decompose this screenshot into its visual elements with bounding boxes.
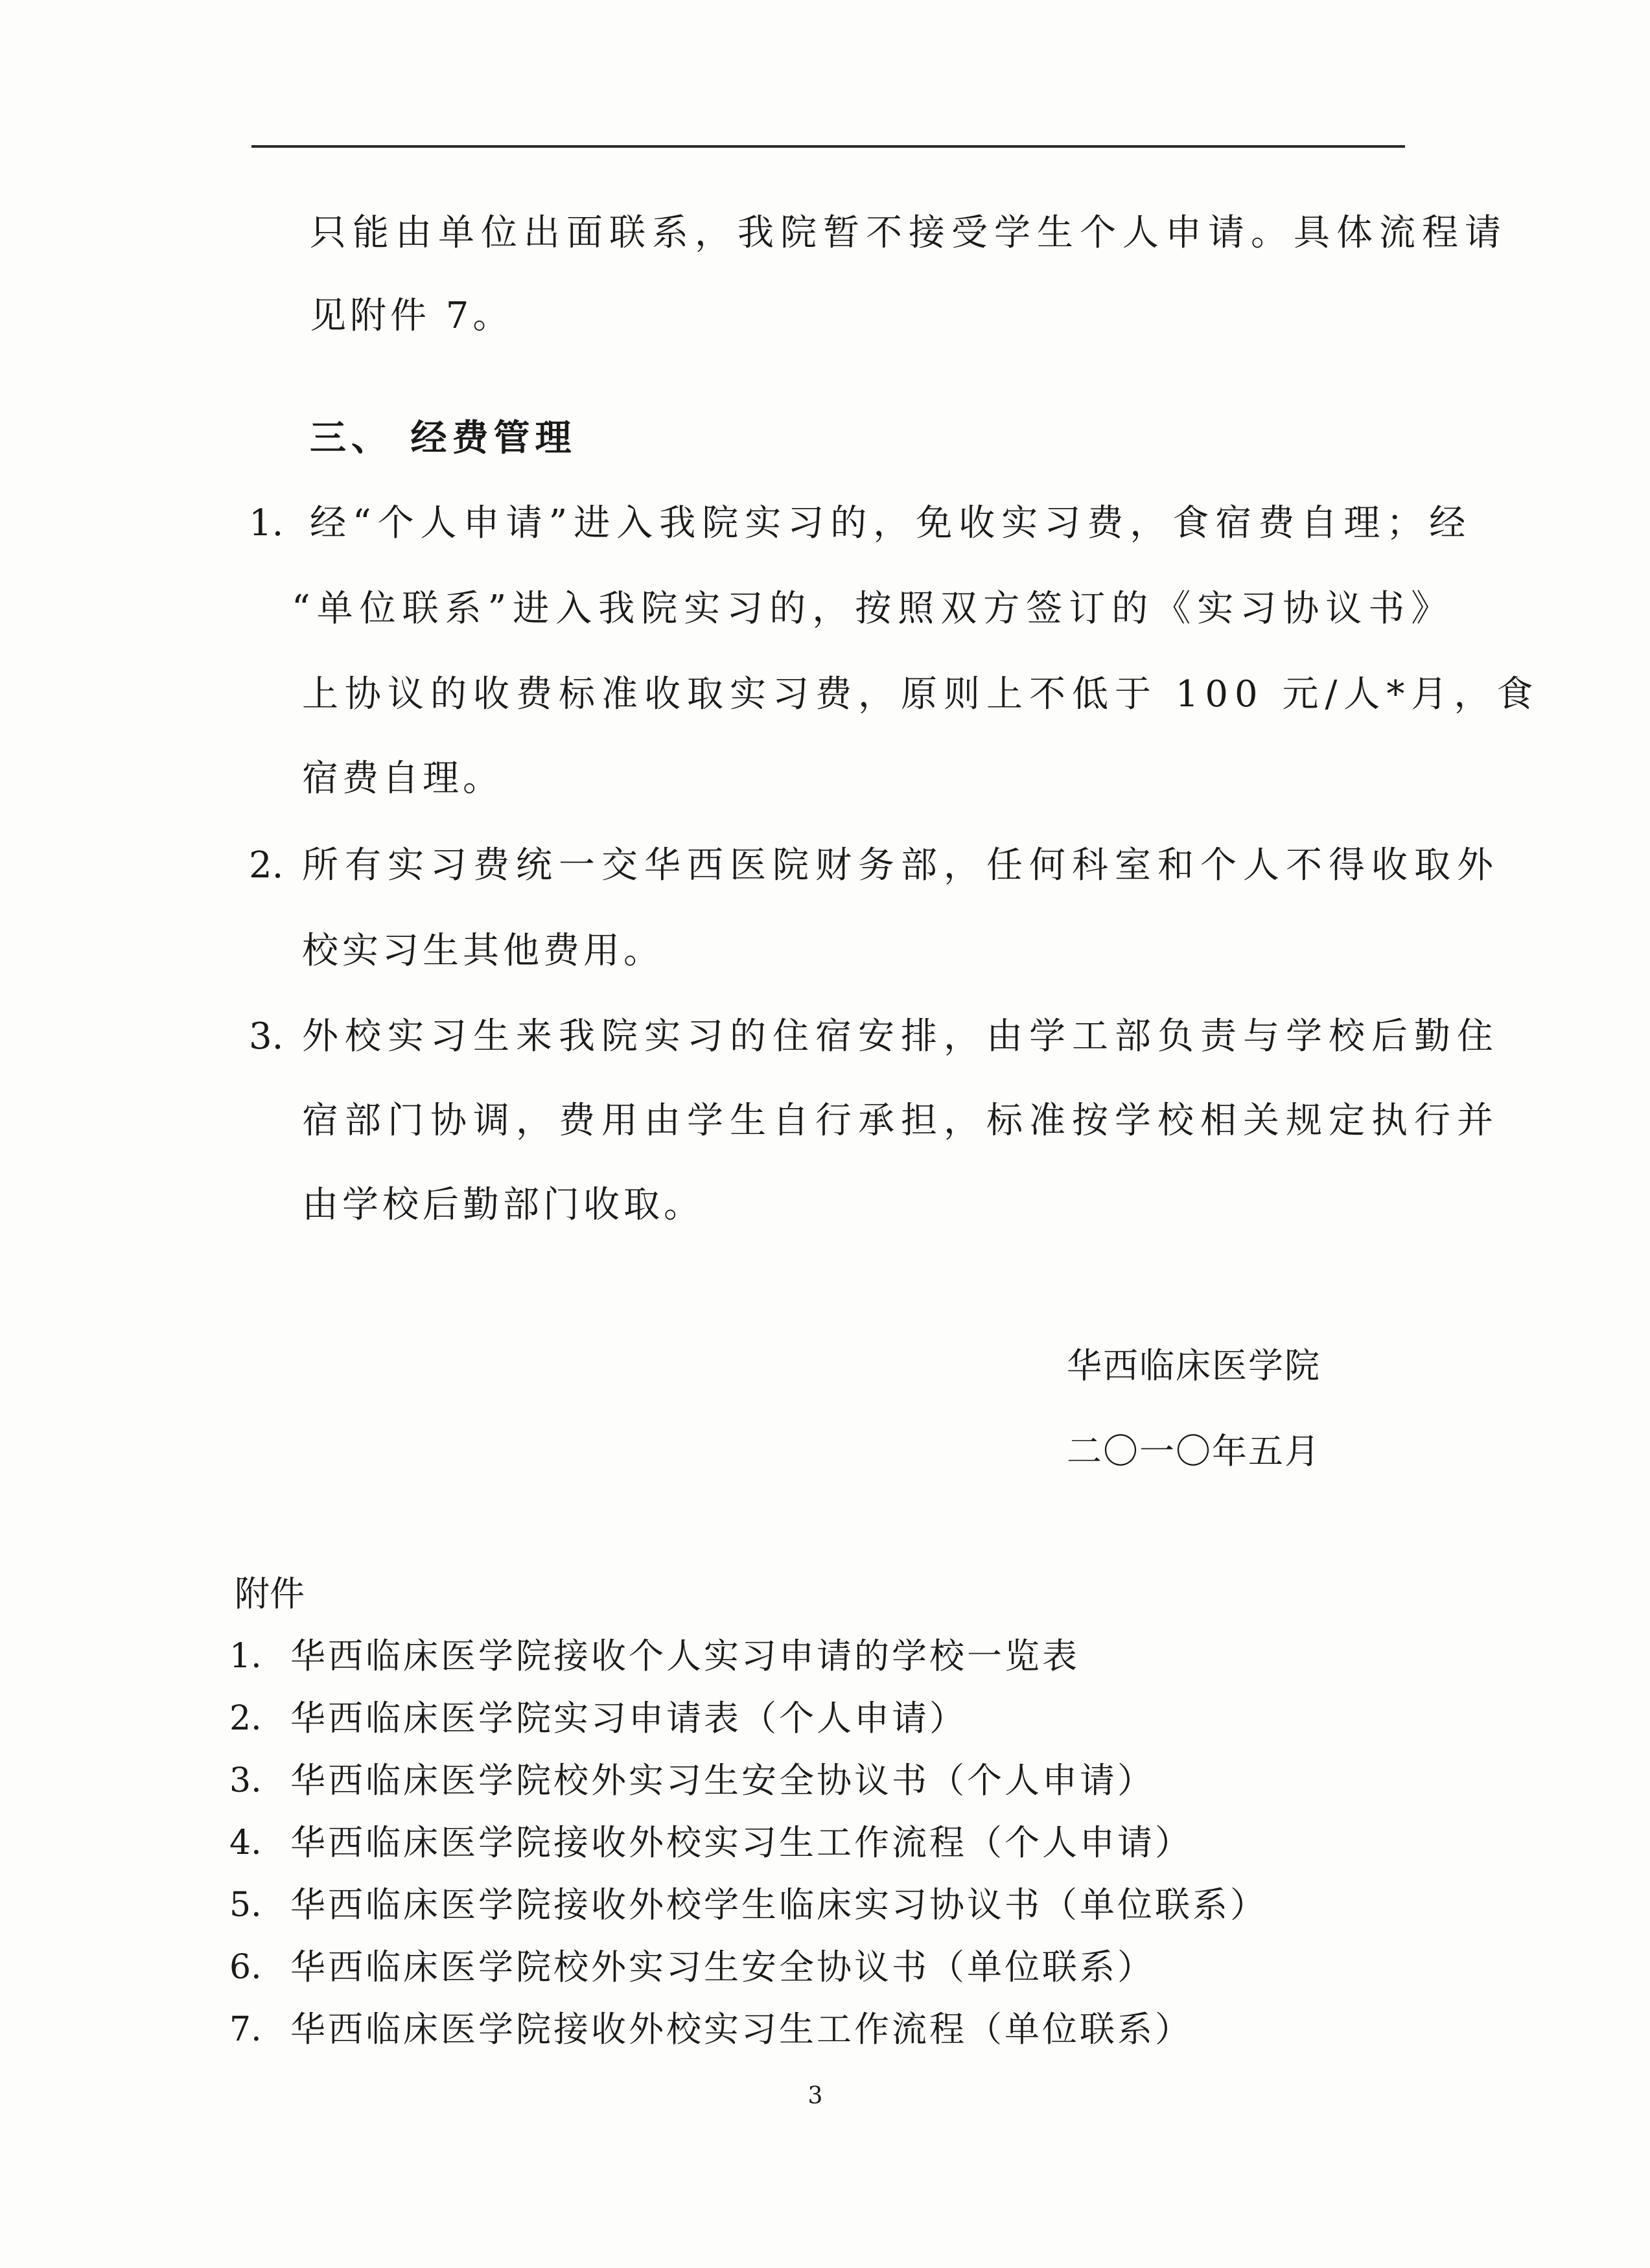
continuation-line-1: 只能由单位出面联系，我院暂不接受学生个人申请。具体流程请 xyxy=(310,212,1507,254)
attachment-4-number: 4. xyxy=(229,1823,262,1862)
attachment-1-number: 1. xyxy=(229,1637,262,1676)
item-1-line-3: 上协议的收费标准收取实习费，原则上不低于 100 元/人*月，食 xyxy=(302,673,1540,715)
attachment-6-number: 6. xyxy=(229,1948,262,1987)
item-1-line-2: “单位联系”进入我院实习的，按照双方签订的《实习协议书》 xyxy=(292,588,1454,630)
attachment-2-text: 华西临床医学院实习申请表（个人申请） xyxy=(290,1698,967,1739)
item-1-line-4: 宿费自理。 xyxy=(302,758,503,800)
attachment-4-text: 华西临床医学院接收外校实习生工作流程（个人申请） xyxy=(290,1822,1192,1863)
attachment-3-text: 华西临床医学院校外实习生安全协议书（个人申请） xyxy=(290,1760,1155,1801)
signature-date: 二〇一〇年五月 xyxy=(1067,1431,1321,1472)
attachment-2-number: 2. xyxy=(229,1699,262,1738)
item-3-line-2: 宿部门协调，费用由学生自行承担，标准按学校相关规定执行并 xyxy=(302,1100,1500,1142)
attachment-5-text: 华西临床医学院接收外校学生临床实习协议书（单位联系） xyxy=(290,1884,1268,1925)
attachment-1-text: 华西临床医学院接收个人实习申请的学校一览表 xyxy=(290,1636,1080,1676)
page-number: 3 xyxy=(808,2083,823,2109)
item-1-number: 1. xyxy=(249,502,284,544)
item-3-line-1: 外校实习生来我院实习的住宿安排，由学工部负责与学校后勤住 xyxy=(302,1015,1500,1058)
item-3-number: 3. xyxy=(249,1015,284,1058)
attachments-title: 附件 xyxy=(235,1573,305,1614)
item-1-line-1: 经“个人申请”进入我院实习的，免收实习费，食宿费自理；经 xyxy=(310,502,1472,544)
attachment-6-text: 华西临床医学院校外实习生安全协议书（单位联系） xyxy=(290,1947,1155,1987)
attachment-7-text: 华西临床医学院接收外校实习生工作流程（单位联系） xyxy=(290,2009,1192,2050)
item-2-line-2: 校实习生其他费用。 xyxy=(302,930,664,972)
attachment-5-number: 5. xyxy=(229,1886,262,1925)
item-2-line-1: 所有实习费统一交华西医院财务部，任何科室和个人不得收取外 xyxy=(302,844,1500,886)
continuation-line-2: 见附件 7。 xyxy=(310,295,513,337)
item-3-line-3: 由学校后勤部门收取。 xyxy=(302,1184,704,1226)
header-rule xyxy=(251,145,1405,148)
item-2-number: 2. xyxy=(249,844,284,886)
signature-organization: 华西临床医学院 xyxy=(1067,1345,1321,1386)
attachment-3-number: 3. xyxy=(229,1761,262,1800)
section-heading: 三、 经费管理 xyxy=(310,417,577,459)
attachment-7-number: 7. xyxy=(229,2010,262,2049)
